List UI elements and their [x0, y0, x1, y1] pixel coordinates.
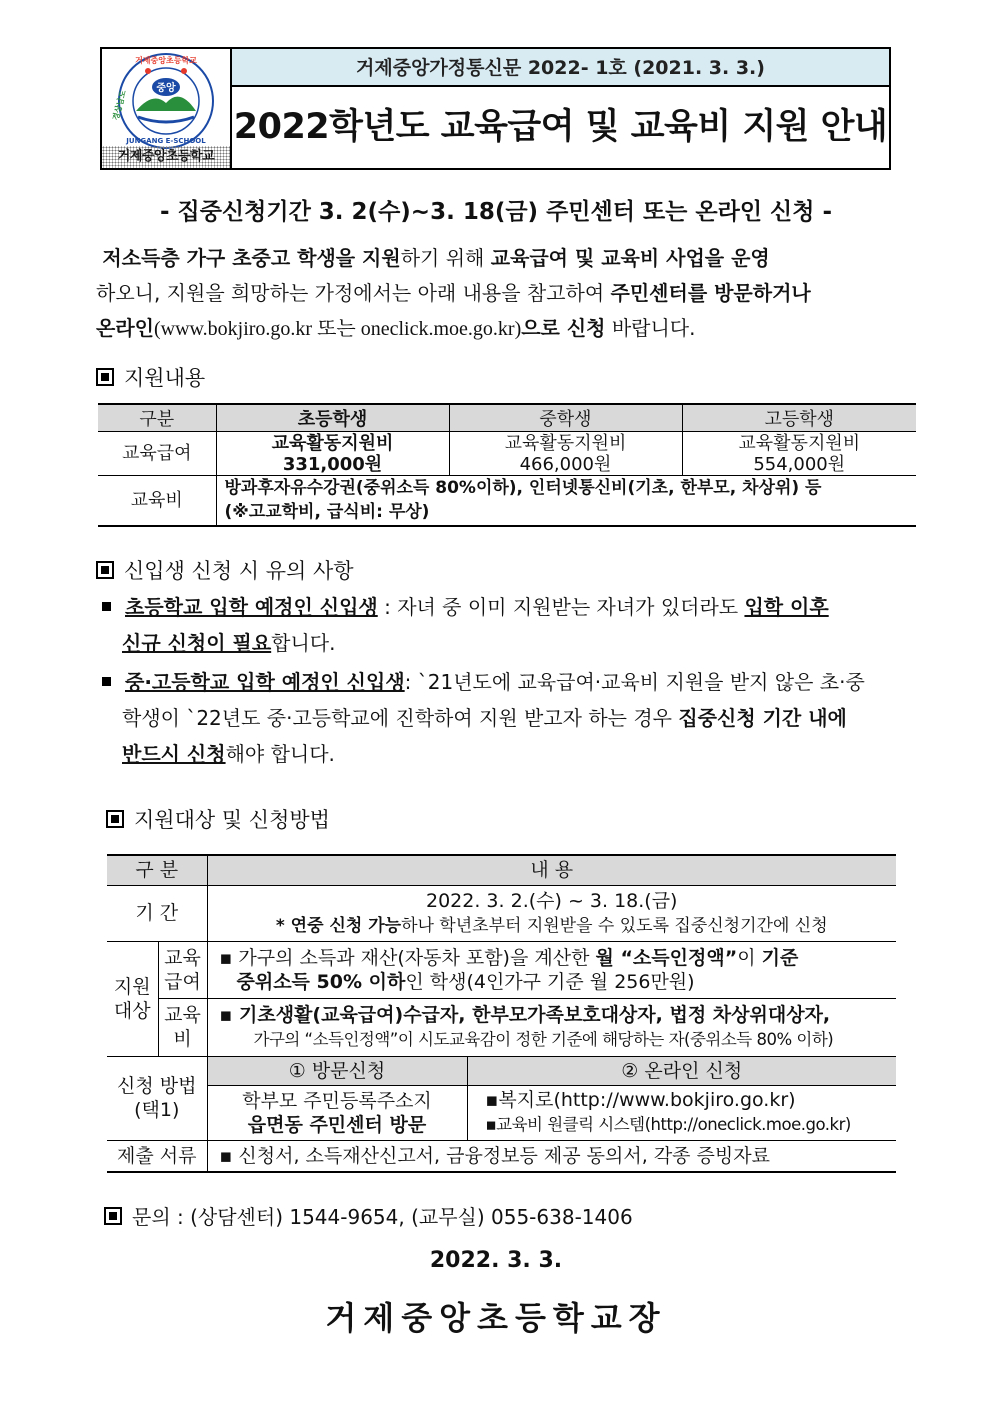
- note-underline: 반드시 신청: [122, 742, 226, 766]
- period-value: 2022. 3. 2.(수) ~ 3. 18.(금): [426, 889, 678, 912]
- section-title: 지원내용: [124, 366, 206, 390]
- intro-bold-4: 온라인: [96, 316, 154, 340]
- period-label: 기 간: [107, 885, 207, 941]
- intro-bold-2: 교육급여 및 교육비 사업을 운영: [490, 246, 770, 270]
- col-header-middle: 중학생: [449, 404, 682, 432]
- note-underline: 신규 신청이 필요: [122, 631, 272, 655]
- application-period-line: - 집중신청기간 3. 2(수)~3. 18(금) 주민센터 또는 온라인 신청 -: [159, 199, 833, 225]
- online-cell: [467, 1085, 896, 1140]
- section-title: 지원대상 및 신청방법: [134, 808, 330, 832]
- visit-line2: 읍면동 주민센터 방문: [247, 1113, 427, 1136]
- issue-date: 2022. 3. 3.: [429, 1248, 563, 1273]
- cell-middle: [449, 432, 682, 476]
- cell-name: 교육활동지원비: [504, 432, 627, 454]
- emblem-ring-left: 경상남도: [111, 89, 128, 122]
- note-middle-high: [102, 664, 902, 772]
- table-row: [98, 476, 916, 526]
- note-elementary: [102, 589, 902, 661]
- inquiry-value: (상담센터) 1544-9654, (교무실) 055-638-1406: [190, 1205, 633, 1229]
- col-header-category: 구 분: [107, 855, 207, 885]
- letter-header: [100, 47, 891, 170]
- table-row-apply-head: [107, 1056, 896, 1085]
- table-header-row: [107, 855, 896, 885]
- section-new-student-notes-title: [96, 555, 354, 585]
- school-emblem-icon: [108, 51, 224, 151]
- section-title: 신입생 신청 시 유의 사항: [124, 559, 354, 583]
- logo-caption: 거제중앙초등학교: [102, 146, 230, 168]
- edu-pay-cell: [207, 941, 896, 998]
- table-row-docs: [107, 1140, 896, 1172]
- section-support-content-title: [96, 362, 205, 392]
- note-text: : `21년도에 교육급여·교육비 지원을 받지 않은 초·중: [404, 670, 865, 694]
- edu-cost-line2: (※고교학비, 급식비: 무상): [224, 502, 430, 523]
- cell-amount: 554,000원: [753, 453, 846, 475]
- intro-bold-5: 으로 신청: [521, 316, 606, 340]
- docs-value: ▪ 신청서, 소득재산신고서, 금융정보등 제공 동의서, 각종 증빙자료: [207, 1140, 896, 1172]
- note-bold: 집중신청 기간 내에: [678, 706, 847, 730]
- table-row: [98, 432, 916, 476]
- cell-edu-cost: [216, 476, 916, 526]
- row-label-edu-cost: 교육비: [98, 476, 216, 526]
- col-header-content: 내 용: [207, 855, 896, 885]
- table-header-row: [98, 404, 916, 432]
- section-box-icon: [96, 368, 114, 386]
- cell-amount: 331,000원: [282, 453, 383, 475]
- period-cell: [207, 885, 896, 941]
- row-label-edu-pay: 교육급여: [98, 432, 216, 476]
- col-header-elementary: 초등학생: [216, 404, 449, 432]
- issue-number: 거제중앙가정통신문 2022- 1호 (2021. 3. 3.): [232, 49, 889, 87]
- apply-label: 신청 방법 (택1): [107, 1056, 207, 1140]
- page-title: 2022학년도 교육급여 및 교육비 지원 안내: [233, 107, 888, 147]
- section-target-method-title: [106, 804, 330, 834]
- section-box-icon: [96, 561, 114, 579]
- edu-cost-line1: ▪ 기초생활(교육급여)수급자, 한부모가족보호대상자, 법정 차상위대상자,: [219, 1003, 831, 1026]
- edu-pay-label: 교육 급여: [158, 941, 207, 998]
- edu-cost-label: 교육 비: [158, 998, 207, 1056]
- intro-urls: (www.bokjiro.go.kr 또는 oneclick.moe.go.kr): [153, 318, 522, 340]
- header-right: [232, 49, 889, 168]
- cell-name: 교육활동지원비: [271, 432, 394, 454]
- note-underline: 초등학교 입학 예정인 신입생: [125, 595, 378, 619]
- emblem-center-text: 중앙: [156, 83, 176, 94]
- cell-high: [682, 432, 916, 476]
- school-logo-cell: [102, 49, 232, 168]
- emblem-ring-bottom: JUNGANG E-SCHOOL: [126, 137, 206, 145]
- section-box-icon: [106, 810, 124, 828]
- cell-elementary: [216, 432, 449, 476]
- edu-cost-cell: [207, 998, 896, 1056]
- intro-text-1: 하기 위해: [400, 246, 491, 270]
- note-text: : 자녀 중 이미 지원받는 자녀가 있더라도: [377, 595, 745, 619]
- edu-pay-text: 인 학생(4인가구 기준 월 256만원): [405, 970, 695, 993]
- online-line2: ▪교육비 원클릭 시스템(http://oneclick.moe.go.kr): [485, 1115, 851, 1134]
- cell-name: 교육활동지원비: [738, 432, 861, 454]
- note-text: 학생이 `22년도 중·고등학교에 진학하여 지원 받고자 하는 경우: [122, 706, 679, 730]
- table-row-apply: [107, 1085, 896, 1140]
- col-header-category: 구분: [98, 404, 216, 432]
- online-line1: ▪복지로(http://www.bokjiro.go.kr): [485, 1089, 796, 1111]
- intro-text-2: 하오니, 지원을 희망하는 가정에서는 아래 내용을 참고하여: [96, 281, 611, 305]
- target-method-table: [107, 854, 896, 1173]
- bullet-square-icon: [102, 677, 111, 686]
- note-underline: 중·고등학교 입학 예정인 신입생: [125, 670, 405, 694]
- signer: 거제중앙초등학교장: [325, 1299, 667, 1337]
- docs-label: 제출 서류: [107, 1140, 207, 1172]
- edu-pay-bold: 중위소득 50% 이하: [236, 970, 406, 993]
- emblem-ring-top: 거제중앙초등학교: [135, 56, 197, 65]
- visit-head: ① 방문신청: [207, 1056, 467, 1085]
- target-label: 지원 대상: [107, 941, 158, 1056]
- support-content-table: [98, 403, 916, 527]
- cell-amount: 466,000원: [519, 453, 612, 475]
- intro-paragraph: [96, 241, 896, 347]
- table-row-period: [107, 885, 896, 941]
- bullet-square-icon: [102, 602, 111, 611]
- edu-cost-line1: 방과후자유수강권(중위소득 80%이하), 인터넷통신비(기초, 한부모, 차상위) 등: [224, 478, 822, 499]
- visit-line1: 학부모 주민등록주소지: [242, 1089, 432, 1112]
- note-underline: 입학 이후: [744, 595, 829, 619]
- edu-cost-line2: 가구의 “소득인정액”이 시도교육감이 정한 기준에 해당하는 자(중위소득 80% 이하): [253, 1029, 834, 1049]
- intro-text-3: 바랍니다.: [605, 316, 696, 340]
- inquiry-label: 문의 :: [132, 1205, 184, 1229]
- edu-pay-text: 이: [737, 946, 762, 969]
- period-note-text: 하나 학년초부터 지원받을 수 있도록 집중신청기간에 신청: [401, 915, 828, 936]
- note-text: 합니다.: [271, 631, 336, 655]
- note-text: 해야 합니다.: [225, 742, 335, 766]
- edu-pay-text: ▪ 가구의 소득과 재산(자동차 포함)을 계산한: [219, 946, 596, 969]
- visit-cell: [207, 1085, 467, 1140]
- section-box-icon: [104, 1207, 122, 1225]
- table-row-edu-cost: [107, 998, 896, 1056]
- edu-pay-bold: 월 “소득인정액”: [595, 946, 738, 969]
- intro-bold-3: 주민센터를 방문하거나: [610, 281, 811, 305]
- col-header-high: 고등학생: [682, 404, 916, 432]
- online-head: ② 온라인 신청: [467, 1056, 896, 1085]
- inquiry-line: [104, 1201, 633, 1230]
- table-row-edu-pay: [107, 941, 896, 998]
- edu-pay-bold: 기준: [761, 946, 799, 969]
- period-note-bold: * 연중 신청 가능: [275, 915, 402, 936]
- intro-bold-1: 저소득층 가구 초중고 학생을 지원: [102, 246, 401, 270]
